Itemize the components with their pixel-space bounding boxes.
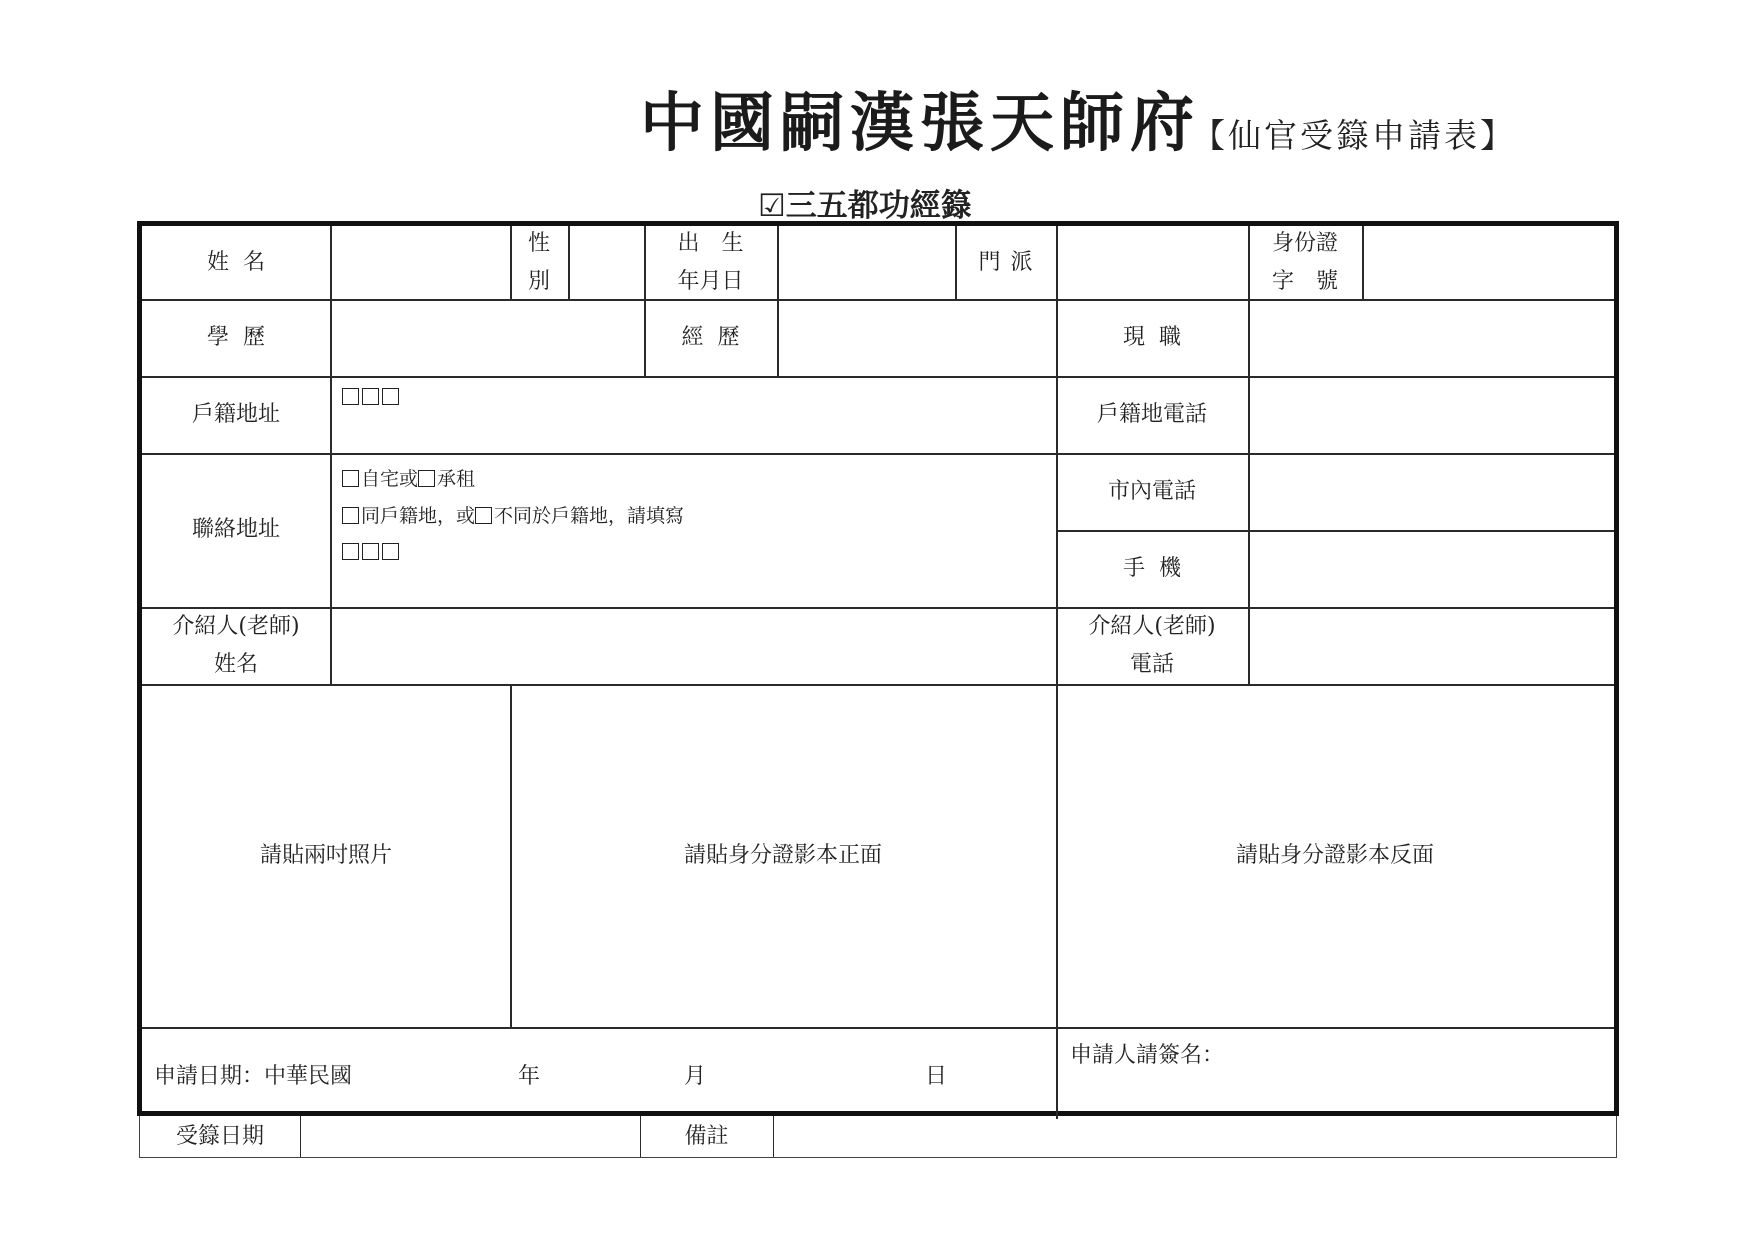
section-title-text: 三五都功經籙 <box>785 188 972 224</box>
label-birth <box>644 226 777 299</box>
checkbox[interactable] <box>475 507 492 524</box>
label-referrer-name <box>142 607 330 684</box>
label-referrer-phone-line1: 介紹人(老師) <box>1088 613 1216 639</box>
checkbox[interactable] <box>418 470 435 487</box>
checkbox[interactable] <box>382 543 399 560</box>
checkbox[interactable] <box>362 543 379 560</box>
label-id-number <box>1248 226 1362 299</box>
checkbox[interactable] <box>382 388 399 405</box>
signature-label: 申請人請簽名： <box>1070 1043 1225 1068</box>
label-referrer-name-line1: 介紹人(老師) <box>172 613 300 639</box>
label-id-line2: 字 號 <box>1271 268 1338 294</box>
option-diff: 不同於戶籍地，請填寫 <box>494 505 685 527</box>
label-remarks: 備註 <box>684 1123 729 1149</box>
row-divider <box>142 453 1614 455</box>
id-front-area: 請貼身分證影本正面 <box>683 842 882 868</box>
label-education: 學歷 <box>206 324 279 350</box>
day-label: 日 <box>925 1064 948 1089</box>
label-contact-address: 聯絡地址 <box>191 517 280 542</box>
section-title <box>758 180 972 225</box>
id-back-area: 請貼身分證影本反面 <box>1235 842 1434 868</box>
month-label: 月 <box>684 1064 707 1089</box>
label-local-phone: 市內電話 <box>1107 478 1196 504</box>
application-form-table <box>137 221 1619 1116</box>
row-divider <box>142 607 1614 609</box>
label-birth-line1: 出 生 <box>677 230 744 256</box>
col-divider <box>568 226 570 299</box>
checkbox[interactable] <box>342 507 359 524</box>
admin-record-row <box>139 1116 1617 1158</box>
col-divider <box>773 1116 774 1157</box>
label-sect: 門派 <box>978 249 1043 275</box>
label-gender <box>510 226 568 299</box>
label-ordination-date: 受籙日期 <box>175 1123 264 1149</box>
label-birth-line2: 年月日 <box>677 268 744 294</box>
address-options <box>342 501 684 528</box>
checkbox[interactable] <box>362 388 379 405</box>
label-household-phone: 戶籍地電話 <box>1096 401 1207 427</box>
checkbox[interactable] <box>342 470 359 487</box>
label-experience: 經歷 <box>681 324 754 350</box>
col-divider <box>1362 226 1364 299</box>
label-referrer-phone-line2: 電話 <box>1129 651 1174 677</box>
label-referrer-name-line2: 姓名 <box>213 651 258 677</box>
checkbox[interactable] <box>342 543 359 560</box>
postal-code-boxes <box>342 543 402 560</box>
label-gender-line2: 別 <box>527 268 550 294</box>
year-label: 年 <box>518 1064 541 1089</box>
row-divider <box>142 376 1614 378</box>
col-divider <box>330 226 332 684</box>
label-mobile: 手機 <box>1122 555 1195 581</box>
label-referrer-phone <box>1056 607 1248 684</box>
label-id-line1: 身份證 <box>1271 230 1338 256</box>
residence-options <box>342 464 475 491</box>
col-divider <box>300 1116 301 1157</box>
option-same: 同戶籍地，或 <box>361 505 476 527</box>
row-divider <box>142 299 1614 301</box>
option-own: 自宅或 <box>361 468 419 490</box>
col-divider <box>777 226 779 376</box>
checkbox[interactable] <box>342 388 359 405</box>
form-subtitle: 【仙官受籙申請表】 <box>1192 116 1516 155</box>
label-gender-line1: 性 <box>527 230 550 256</box>
photo-area: 請貼兩吋照片 <box>259 842 392 868</box>
checked-box-icon: ☑ <box>758 188 786 224</box>
label-current-job: 現職 <box>1122 324 1195 350</box>
label-name: 姓名 <box>206 249 279 275</box>
brand-title: 中國嗣漢張天師府 <box>640 86 1200 161</box>
label-household-address: 戶籍地址 <box>191 401 280 427</box>
row-divider <box>142 1027 1614 1029</box>
apply-date-label: 申請日期：中華民國 <box>154 1064 353 1089</box>
postal-code-boxes <box>342 388 402 405</box>
option-rent: 承租 <box>437 468 476 490</box>
